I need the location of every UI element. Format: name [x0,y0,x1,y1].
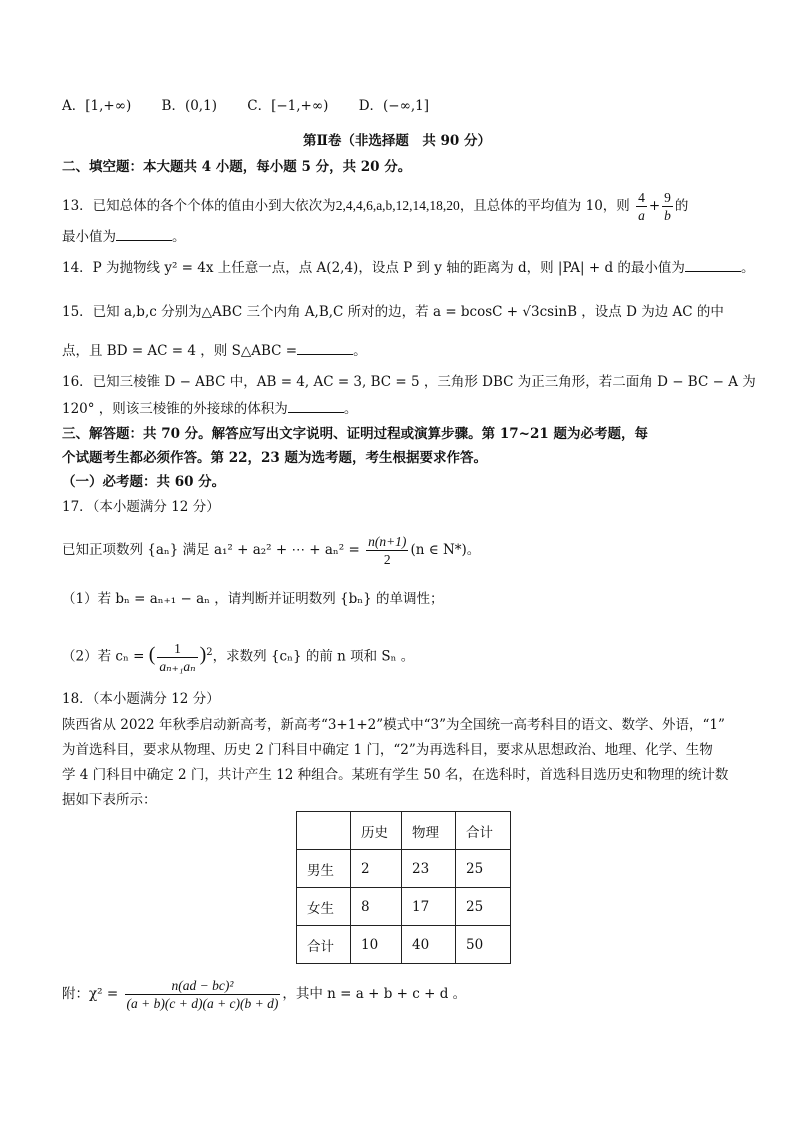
q16-line1: 16．已知三棱锥 D − ABC 中，AB = 4, AC = 3, BC = 5 ，三角形 DBC 为正三角形，若二面角 D − BC − A 为 [62,374,756,390]
stats-table [296,811,511,964]
q18-formula: 附：χ² = $\frac{\text{n(ad − bc)²}}{(a + b)(c + d)(a + c)(b + d)}$ ，其中 n = a + b + c + d 。 [62,978,467,1011]
chi-square-frac: $\frac{\text{n(ad − bc)²}}{(a + b)(c + d)(a + c)(b + d)}$ [126,978,279,1011]
table-cell: 女生 [297,888,351,926]
table-row [297,888,511,926]
q13-seq: 2,4,4,6,a,b,12,14,18,20 [335,198,460,213]
q13-frac1: $\frac{4}{a}$ [638,190,645,223]
table-cell: 40 [402,926,456,964]
table-cell: 合计 [297,926,351,964]
q13-frac2: $\frac{9}{b}$ [664,190,671,223]
answer-blank[interactable] [116,226,172,241]
option-c: C．[−1,+∞) [247,98,329,114]
table-cell: 男生 [297,850,351,888]
q18-para-3: 学 4 门科目中确定 2 门，共计产生 12 种组合。某班有学生 50 名，在选科时，首选科目选历史和物理的统计数 [62,767,729,783]
table-cell: 2 [351,850,402,888]
answer-blank[interactable] [297,340,353,355]
q18-para-1: 陕西省从 2022 年秋季启动新高考，新高考“3+1+2”模式中“3”为全国统一高考科目的语文、数学、外语，“1” [62,717,725,733]
q15-line1: 15．已知 a,b,c 分别为△ABC 三个内角 A,B,C 所对的边，若 a = bcosC + √3csinB ，设点 D 为边 AC 的中 [62,304,724,320]
q18-para-2: 为首选科目，要求从物理、历史 2 门科目中确定 1 门，“2”为再选科目，要求从思想政治、地理、化学、生物 [62,742,713,758]
table-row [297,926,511,964]
table-cell: 50 [456,926,511,964]
q14-line: 14．P 为抛物线 y² = 4x 上任意一点，点 A(2,4)，设点 P 到 y 轴的距离为 d，则 |PA| + d 的最小值为 。 [62,257,732,278]
q12-options [62,96,732,116]
q13-line2: 最小值为 。 [62,226,732,247]
q17-stem: 已知正项数列 {aₙ} 满足 a₁² + a₂² + ⋯ + aₙ² = $\frac{n(n+1)}{2}$ (n ∈ N*)。 [62,534,481,567]
table-header-row [297,812,511,850]
part3-heading-1: 三、解答题：共 70 分。解答应写出文字说明、证明过程或演算步骤。第 17~21 题为必考题，每 [62,426,648,442]
table-cell: 23 [402,850,456,888]
q18-title: 18．（本小题满分 12 分） [62,691,220,707]
part2-heading: 二、填空题：本大题共 4 小题，每小题 5 分，共 20 分。 [62,159,412,175]
q17-part1: （1）若 bₙ = aₙ₊₁ − aₙ ，请判断并证明数列 {bₙ} 的单调性； [62,591,444,607]
q17-part2-frac: $\frac{1}{\text{aₙ₊₁aₙ}}$ [159,640,196,674]
table-cell: 8 [351,888,402,926]
table-cell: 17 [402,888,456,926]
section-title: 第Ⅱ卷（非选择题 共 90 分） [302,133,492,149]
table-cell [297,812,351,850]
required-heading: （一）必考题：共 60 分。 [62,474,226,490]
table-cell: 合计 [456,812,511,850]
q18-para-4: 据如下表所示： [62,792,157,808]
table-cell: 25 [456,888,511,926]
q13-mid: ，且总体的平均值为 10，则 [459,198,630,214]
option-d: D．(−∞,1] [358,98,429,114]
q17-title: 17．（本小题满分 12 分） [62,499,220,515]
q13-prefix: 13．已知总体的各个个体的值由小到大依次为 [62,198,336,214]
q13-suffix: 的 [674,198,689,214]
table-cell: 历史 [351,812,402,850]
table-cell: 物理 [402,812,456,850]
q17-part2: （2）若 cₙ = ( $\frac{1}{\text{aₙ₊₁aₙ}}$ )$^2$，求数列 {cₙ} 的前 n 项和 Sₙ 。 [62,640,415,674]
q16-line2: 120° ，则该三棱锥的外接球的体积为 。 [62,398,732,419]
answer-blank[interactable] [288,398,344,413]
table-row [297,850,511,888]
option-b: B．(0,1) [161,98,217,114]
answer-blank[interactable] [685,257,741,272]
q17-frac: $\frac{n(n+1)}{2}$ [368,534,407,567]
part3-heading-2: 个试题考生都必须作答。第 22，23 题为选考题，考生根据要求作答。 [62,450,487,466]
table-cell: 25 [456,850,511,888]
table-cell: 10 [351,926,402,964]
option-a: A．[1,+∞) [62,98,132,114]
q13-line1: 13．已知总体的各个个体的值由小到大依次为2,4,4,6,a,b,12,14,18,20，且总体的平均值为 10，则 $\frac{4}{a}$ + $\frac{9}{b}$ 的 [62,190,689,223]
q15-line2: 点，且 BD = AC = 4 ，则 S△ABC = 。 [62,340,732,361]
